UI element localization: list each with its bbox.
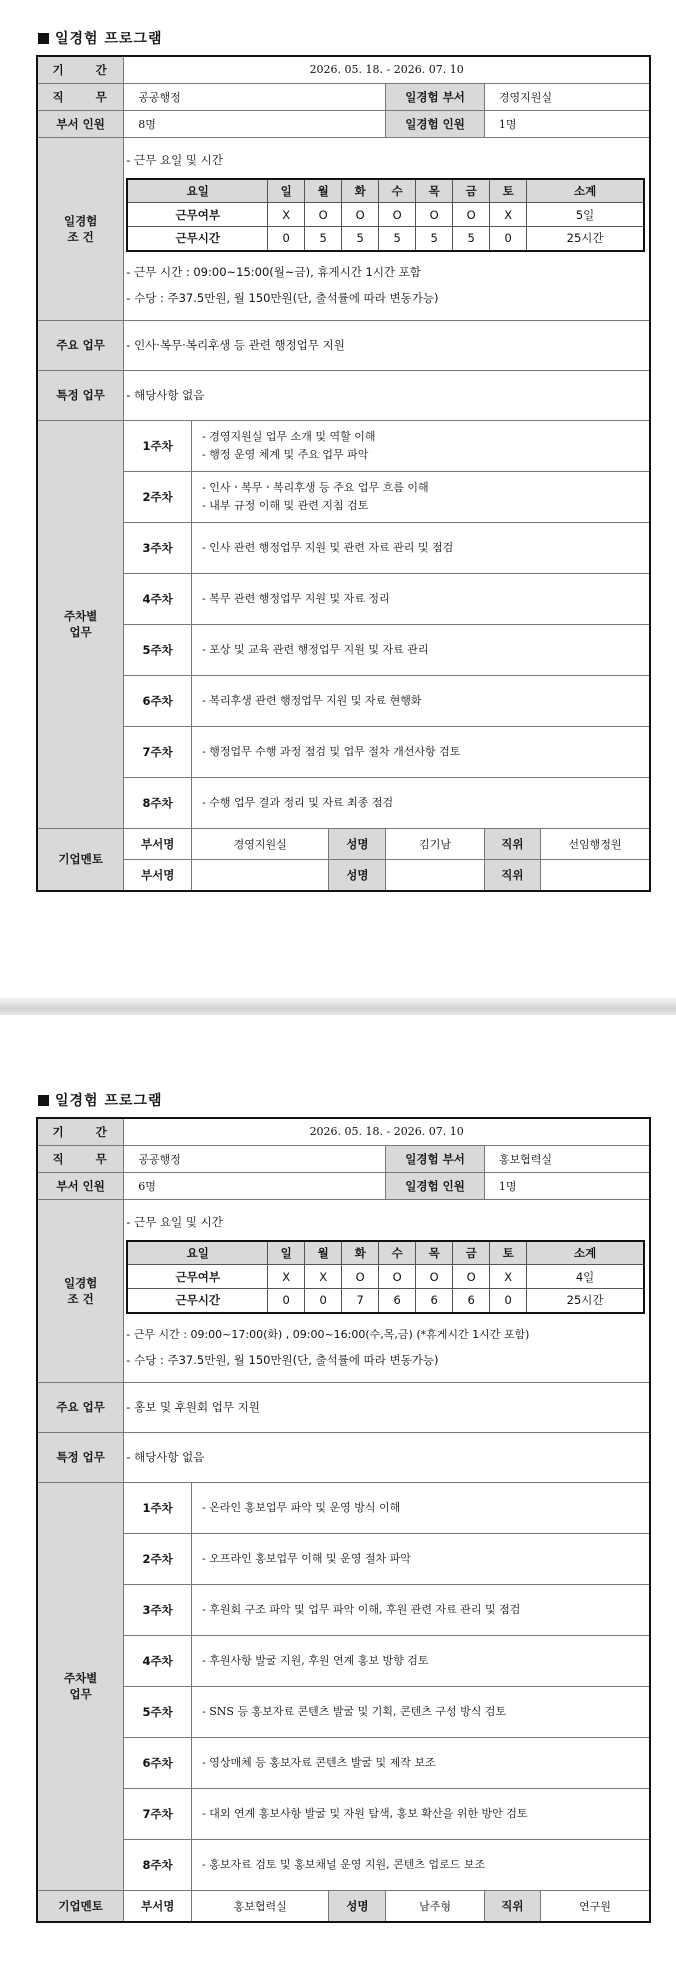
dept-value: 홍보협력실 — [484, 1145, 650, 1172]
cond-label-line1: 일경험 — [63, 213, 98, 228]
week-task: - 행정업무 수행 과정 점검 및 업무 절차 개선사항 검토 — [192, 726, 650, 777]
week-label: 6주차 — [124, 1737, 192, 1788]
schedule-row-label: 근무여부 — [127, 203, 267, 227]
mentor-name-value: 김기남 — [386, 828, 485, 859]
mentor-pos-label: 직위 — [485, 860, 541, 890]
schedule-cell: X — [490, 1265, 527, 1289]
schedule-hours-row — [127, 227, 644, 251]
weekly-duty-label — [37, 420, 124, 828]
week-task: - 홍보자료 검토 및 홍보채널 운영 지원, 콘텐츠 업로드 보조 — [192, 1839, 650, 1890]
week-task: - 대외 연계 홍보사항 발굴 및 자원 탐색, 홍보 확산을 위한 방안 검토 — [192, 1788, 650, 1839]
schedule-cell: O — [342, 1265, 379, 1289]
schedule-header-cell: 수 — [379, 1241, 416, 1265]
week-task: - 복무 관련 행정업무 지원 및 자료 정리 — [192, 573, 650, 624]
interns-label: 일경험 인원 — [386, 110, 485, 137]
schedule-header-cell: 금 — [453, 179, 490, 203]
schedule-cell: 5 — [342, 227, 379, 251]
week-label: 7주차 — [124, 726, 192, 777]
schedule-cell: 25시간 — [527, 227, 644, 251]
schedule-cell: 0 — [490, 227, 527, 251]
pay-note: - 수당 : 주37.5만원, 월 150만원(단, 출석률에 따라 변동가능) — [126, 1352, 439, 1367]
conditions-label — [37, 1199, 124, 1382]
mentor-dept-label: 부서명 — [124, 859, 192, 891]
mentor-dept-label: 부서명 — [124, 828, 192, 859]
week-task: - 인사 관련 행정업무 지원 및 관련 자료 관리 및 점검 — [192, 522, 650, 573]
main-duty-value: - 홍보 및 후원회 업무 지원 — [124, 1382, 650, 1432]
mentor-position-cell — [484, 828, 650, 859]
schedule-header-cell: 토 — [490, 179, 527, 203]
schedule-header-cell: 토 — [490, 1241, 527, 1265]
interns-label: 일경험 인원 — [386, 1172, 485, 1199]
job-value: 공공행정 — [124, 1145, 386, 1172]
schedule-row-label: 근무시간 — [127, 227, 267, 251]
square-bullet-icon — [38, 33, 49, 44]
dept-label: 일경험 부서 — [386, 1145, 485, 1172]
interns-value: 1명 — [484, 110, 650, 137]
week-label: 2주차 — [124, 471, 192, 522]
weekly-label-line1: 주차별 — [63, 1671, 98, 1685]
main-duty-value: - 인사·복무·복리후생 등 관련 행정업무 지원 — [124, 320, 650, 370]
week-task — [192, 420, 650, 471]
schedule-cell: 7 — [342, 1289, 379, 1313]
week-label: 3주차 — [124, 1584, 192, 1635]
week-task: - SNS 등 홍보자료 콘텐츠 발굴 및 기획, 콘텐츠 구성 방식 검토 — [192, 1686, 650, 1737]
schedule-cell: O — [305, 203, 342, 227]
week-task-line: - 인사ㆍ복무ㆍ복리후생 등 주요 업무 흐름 이해 — [202, 480, 429, 494]
cond-title: - 근무 요일 및 시간 — [126, 1214, 223, 1229]
week-task: - 포상 및 교육 관련 행정업무 지원 및 자료 관리 — [192, 624, 650, 675]
week-task: - 후원회 구조 파악 및 업무 파악 이해, 후원 관련 자료 관리 및 점검 — [192, 1584, 650, 1635]
program-table — [36, 1117, 651, 1923]
schedule-cell: O — [342, 203, 379, 227]
schedule-table — [126, 178, 645, 252]
schedule-header-cell: 소계 — [527, 1241, 644, 1265]
week-task: - 수행 업무 결과 정리 및 자료 최종 점검 — [192, 777, 650, 828]
schedule-cell: X — [268, 1265, 305, 1289]
cond-label-line1: 일경험 — [63, 1275, 98, 1290]
period-label: 기 간 — [37, 56, 124, 83]
week-task: - 후원사항 발굴 지원, 후원 연계 홍보 방향 검토 — [192, 1635, 650, 1686]
schedule-cell: X — [268, 203, 305, 227]
cond-title: - 근무 요일 및 시간 — [126, 152, 223, 167]
special-duty-value: - 해당사항 없음 — [124, 370, 650, 420]
schedule-cell: 5 — [379, 227, 416, 251]
schedule-header-cell: 요일 — [127, 1241, 267, 1265]
schedule-cell: 5 — [416, 227, 453, 251]
mentor-name-label: 성명 — [329, 859, 386, 891]
period-value: 2026. 05. 18. - 2026. 07. 10 — [124, 56, 650, 83]
mentor-name-label: 성명 — [329, 1890, 386, 1922]
conditions-cell — [124, 137, 650, 320]
main-duty-label: 주요 업무 — [37, 320, 124, 370]
schedule-cell: O — [453, 1265, 490, 1289]
mentor-label: 기업멘토 — [37, 1890, 124, 1922]
schedule-header-cell: 요일 — [127, 179, 267, 203]
mentor-dept-value — [192, 859, 329, 891]
main-duty-label: 주요 업무 — [37, 1382, 124, 1432]
staff-value: 8명 — [124, 110, 386, 137]
schedule-table — [126, 1240, 645, 1314]
mentor-position-cell — [484, 1890, 650, 1922]
week-label: 5주차 — [124, 1686, 192, 1737]
mentor-pos-value — [541, 860, 649, 890]
schedule-header-cell: 화 — [342, 1241, 379, 1265]
schedule-header-cell: 목 — [416, 179, 453, 203]
dept-label: 일경험 부서 — [386, 83, 485, 110]
cond-label-line2: 조 건 — [67, 229, 94, 244]
hours-note: - 근무 시간 : 09:00~15:00(월~금), 휴게시간 1시간 포함 — [126, 264, 421, 279]
mentor-pos-value: 선임행정원 — [568, 837, 622, 851]
special-duty-label: 특정 업무 — [37, 1432, 124, 1482]
heading-text: 일경험 프로그램 — [55, 31, 163, 47]
schedule-cell: 0 — [305, 1289, 342, 1313]
weekly-label-line2: 업무 — [69, 625, 92, 639]
week-label: 7주차 — [124, 1788, 192, 1839]
mentor-name-label: 성명 — [329, 828, 386, 859]
heading-text: 일경험 프로그램 — [55, 1093, 163, 1109]
week-label: 8주차 — [124, 1839, 192, 1890]
square-bullet-icon — [38, 1095, 49, 1106]
special-duty-label: 특정 업무 — [37, 370, 124, 420]
schedule-header-cell: 화 — [342, 179, 379, 203]
schedule-header-cell: 일 — [268, 1241, 305, 1265]
mentor-position-cell — [484, 859, 650, 891]
conditions-cell — [124, 1199, 650, 1382]
schedule-header-cell: 수 — [379, 179, 416, 203]
schedule-cell: 5일 — [527, 203, 644, 227]
mentor-name-value — [386, 859, 485, 891]
weekly-label-line2: 업무 — [69, 1687, 92, 1701]
weekly-duty-label — [37, 1482, 124, 1890]
schedule-header-row — [127, 179, 644, 203]
schedule-cell: 5 — [453, 227, 490, 251]
week-label: 5주차 — [124, 624, 192, 675]
schedule-cell: O — [453, 203, 490, 227]
week-task — [192, 471, 650, 522]
cond-label-line2: 조 건 — [67, 1291, 94, 1306]
mentor-pos-value: 연구원 — [578, 1899, 611, 1913]
schedule-cell: 0 — [268, 1289, 305, 1313]
weekly-label-line1: 주차별 — [63, 609, 98, 623]
period-label: 기 간 — [37, 1118, 124, 1145]
week-label: 1주차 — [124, 1482, 192, 1533]
period-value: 2026. 05. 18. - 2026. 07. 10 — [124, 1118, 650, 1145]
schedule-cell: 4일 — [527, 1265, 644, 1289]
interns-value: 1명 — [484, 1172, 650, 1199]
schedule-cell: O — [379, 203, 416, 227]
staff-label: 부서 인원 — [37, 1172, 124, 1199]
week-label: 1주차 — [124, 420, 192, 471]
schedule-cell: 5 — [305, 227, 342, 251]
schedule-cell: X — [305, 1265, 342, 1289]
week-task-line: - 내부 규정 이해 및 관련 지침 검토 — [202, 498, 369, 512]
schedule-header-cell: 금 — [453, 1241, 490, 1265]
job-label: 직 무 — [37, 83, 124, 110]
schedule-header-cell: 월 — [305, 179, 342, 203]
section-heading — [38, 28, 163, 48]
job-value: 공공행정 — [124, 83, 386, 110]
week-label: 2주차 — [124, 1533, 192, 1584]
special-duty-value: - 해당사항 없음 — [124, 1432, 650, 1482]
schedule-cell: 6 — [453, 1289, 490, 1313]
week-task-line: - 행정 운영 체계 및 주요 업무 파악 — [202, 447, 369, 461]
mentor-pos-label: 직위 — [485, 829, 541, 859]
schedule-header-cell: 소계 — [527, 179, 644, 203]
staff-label: 부서 인원 — [37, 110, 124, 137]
mentor-dept-value: 경영지원실 — [192, 828, 329, 859]
mentor-dept-label: 부서명 — [124, 1890, 192, 1922]
week-label: 3주차 — [124, 522, 192, 573]
mentor-pos-label: 직위 — [485, 1891, 541, 1921]
schedule-header-cell: 일 — [268, 179, 305, 203]
schedule-cell: O — [416, 203, 453, 227]
week-label: 8주차 — [124, 777, 192, 828]
schedule-header-row — [127, 1241, 644, 1265]
schedule-header-cell: 목 — [416, 1241, 453, 1265]
schedule-work-row — [127, 203, 644, 227]
staff-value: 6명 — [124, 1172, 386, 1199]
mentor-name-value: 남주형 — [386, 1890, 485, 1922]
week-task: - 오프라인 홍보업무 이해 및 운영 절차 파악 — [192, 1533, 650, 1584]
week-task: - 영상매체 등 홍보자료 콘텐츠 발굴 및 제작 보조 — [192, 1737, 650, 1788]
week-label: 4주차 — [124, 1635, 192, 1686]
schedule-row-label: 근무여부 — [127, 1265, 267, 1289]
schedule-cell: X — [490, 203, 527, 227]
schedule-cell: 25시간 — [527, 1289, 644, 1313]
dept-value: 경영지원실 — [484, 83, 650, 110]
schedule-header-cell: 월 — [305, 1241, 342, 1265]
schedule-work-row — [127, 1265, 644, 1289]
mentor-label: 기업멘토 — [37, 828, 124, 891]
week-task: - 복리후생 관련 행정업무 지원 및 자료 현행화 — [192, 675, 650, 726]
pay-note: - 수당 : 주37.5만원, 월 150만원(단, 출석률에 따라 변동가능) — [126, 290, 439, 305]
conditions-label — [37, 137, 124, 320]
week-label: 6주차 — [124, 675, 192, 726]
week-task: - 온라인 홍보업무 파악 및 운영 방식 이해 — [192, 1482, 650, 1533]
schedule-row-label: 근무시간 — [127, 1289, 267, 1313]
job-label: 직 무 — [37, 1145, 124, 1172]
mentor-dept-value: 홍보협력실 — [192, 1890, 329, 1922]
week-task-line: - 경영지원실 업무 소개 및 역할 이해 — [202, 429, 376, 443]
program-table — [36, 55, 651, 892]
schedule-cell: 6 — [416, 1289, 453, 1313]
schedule-cell: 0 — [268, 227, 305, 251]
hours-note: - 근무 시간 : 09:00~17:00(화) , 09:00~16:00(수,목,금) (*휴게시간 1시간 포함) — [126, 1327, 530, 1341]
section-heading — [38, 1090, 163, 1110]
schedule-cell: 6 — [379, 1289, 416, 1313]
week-label: 4주차 — [124, 573, 192, 624]
schedule-cell: 0 — [490, 1289, 527, 1313]
schedule-hours-row — [127, 1289, 644, 1313]
schedule-cell: O — [416, 1265, 453, 1289]
schedule-cell: O — [379, 1265, 416, 1289]
